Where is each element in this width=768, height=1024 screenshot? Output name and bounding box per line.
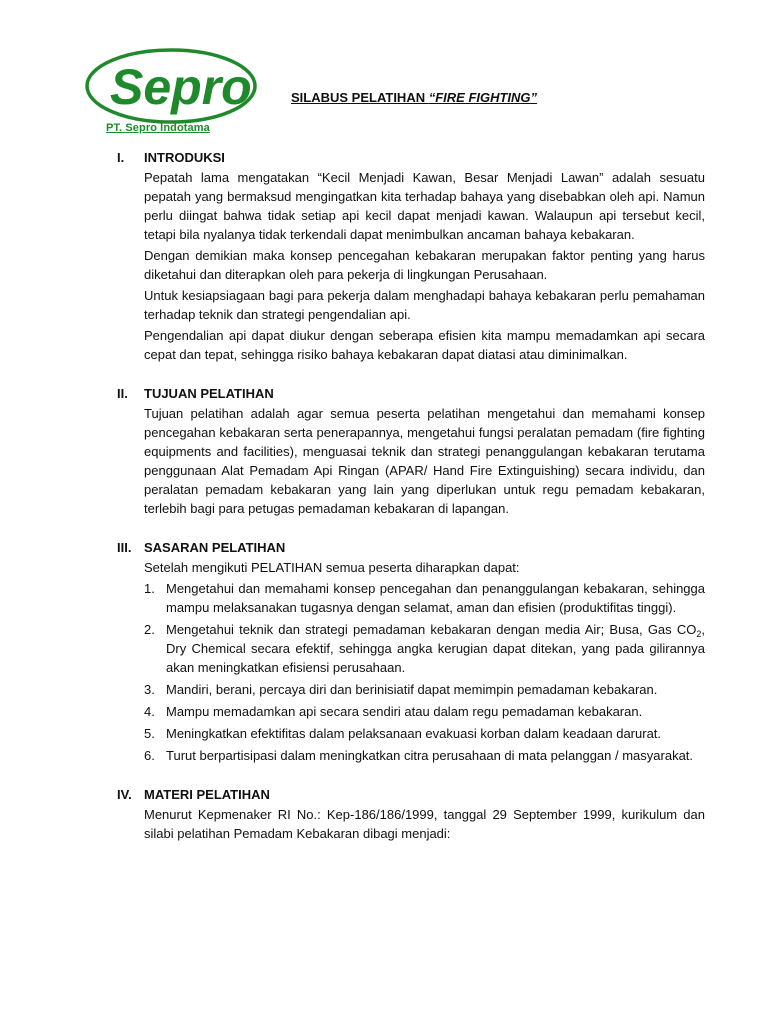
list-text — [166, 620, 705, 677]
section-tujuan — [117, 384, 705, 518]
document-body — [117, 148, 705, 863]
section-title: MATERI PELATIHAN — [144, 787, 270, 802]
section-materi — [117, 785, 705, 843]
list-number: 6. — [144, 748, 155, 763]
list-item — [144, 702, 705, 721]
title-emphasis: “FIRE FIGHTING” — [428, 90, 538, 105]
list-number: 1. — [144, 581, 155, 596]
list-text-a: Mengetahui teknik dan strategi pemadaman kebakaran dengan media Air; Busa, Gas CO — [166, 622, 697, 637]
objectives-list — [144, 579, 705, 765]
list-intro: Setelah mengikuti PELATIHAN semua peserta diharapkan dapat: — [144, 560, 520, 575]
paragraph: Pengendalian api dapat diukur dengan seberapa efisien kita mampu memadamkan api secara cepat dan tepat, sehingga risiko bahaya kebakaran dapat diatasi atau diminimalkan. — [144, 328, 705, 362]
section-heading — [117, 148, 705, 167]
section-title: INTRODUKSI — [144, 150, 225, 165]
logo-emblem — [84, 48, 259, 126]
section-number: I. — [117, 150, 125, 165]
list-text: Mandiri, berani, percaya diri dan berinisiatif dapat memimpin pemadaman kebakaran. — [166, 682, 658, 697]
section-introduksi — [117, 148, 705, 364]
paragraph: Untuk kesiapsiagaan bagi para pekerja dalam menghadapi bahaya kebakaran perlu pemahaman terhadap teknik dan strategi pengendalian api. — [144, 288, 705, 322]
section-number: IV. — [117, 787, 132, 802]
section-heading — [117, 384, 705, 403]
paragraph: Menurut Kepmenaker RI No.: Kep-186/186/1999, tanggal 29 September 1999, kurikulum dan silabi pelatihan Pemadam Kebakaran dibagi menjadi: — [144, 807, 705, 841]
paragraph: Dengan demikian maka konsep pencegahan kebakaran merupakan faktor penting yang harus diketahui dan diterapkan oleh para pekerja di lingkungan Perusahaan. — [144, 248, 705, 282]
section-number: III. — [117, 540, 132, 555]
section-title: TUJUAN PELATIHAN — [144, 386, 274, 401]
logo-text: Sepro — [110, 59, 252, 115]
list-text: Turut berpartisipasi dalam meningkatkan citra perusahaan di mata pelanggan / masyarakat. — [166, 748, 694, 763]
list-number: 2. — [144, 622, 155, 637]
section-title: SASARAN PELATIHAN — [144, 540, 286, 555]
paragraph: Tujuan pelatihan adalah agar semua peserta pelatihan mengetahui dan memahami konsep pencegahan kebakaran serta penerapannya, mengetahui fungsi peralatan pemadam (fire fighting equipments and facilities), menguasai teknik dan strategi penanggulangan kebakaran terutama penggunaan Alat Pemadam Api Ringan (APAR/ Hand Fire Extinguishing) secara individu, dan peralatan pemadam kebakaran yang lain yang diperlukan untuk regu pemadam kebakaran, terlebih bagi para petugas pemadaman kebakaran di lapangan. — [144, 406, 705, 516]
list-item — [144, 724, 705, 743]
section-number: II. — [117, 386, 128, 401]
list-number: 4. — [144, 704, 155, 719]
paragraph: Pepatah lama mengatakan “Kecil Menjadi Kawan, Besar Menjadi Lawan” adalah sesuatu pepatah yang bermaksud mengingatkan kita terhadap bahaya yang disebabkan oleh api. Namun perlu diingat bahwa tidak setiap api kecil dapat menjadi kawan. Walaupun api tersebut kecil, tetapi bila nyalanya tidak terkendali dapat menimbulkan ancaman bahaya kebakaran. — [144, 170, 705, 242]
list-number: 3. — [144, 682, 155, 697]
subscript: 2 — [696, 629, 702, 639]
title-prefix: SILABUS PELATIHAN — [291, 90, 429, 105]
list-item — [144, 579, 705, 617]
list-text: Meningkatkan efektifitas dalam pelaksanaan evakuasi korban dalam keadaan darurat. — [166, 726, 662, 741]
list-number: 5. — [144, 726, 155, 741]
section-heading — [117, 538, 705, 557]
list-text: Mampu memadamkan api secara sendiri atau dalam regu pemadaman kebakaran. — [166, 704, 643, 719]
list-text-b: , Dry Chemical secara efektif, sehingga angka kerugian dapat ditekan, yang pada gilirannya akan meningkatkan efisiensi perusahaan. — [166, 622, 705, 675]
section-sasaran — [117, 538, 705, 765]
list-item — [144, 620, 705, 677]
list-item — [144, 746, 705, 765]
company-name: PT. Sepro Indotama — [106, 122, 210, 134]
list-text: Mengetahui dan memahami konsep pencegahan dan penanggulangan kebakaran, sehingga mampu melaksanakan tugasnya dengan selamat, aman dan efisien (produktifitas tinggi). — [166, 581, 705, 615]
list-item — [144, 680, 705, 699]
section-heading — [117, 785, 705, 804]
document-title — [291, 90, 537, 105]
